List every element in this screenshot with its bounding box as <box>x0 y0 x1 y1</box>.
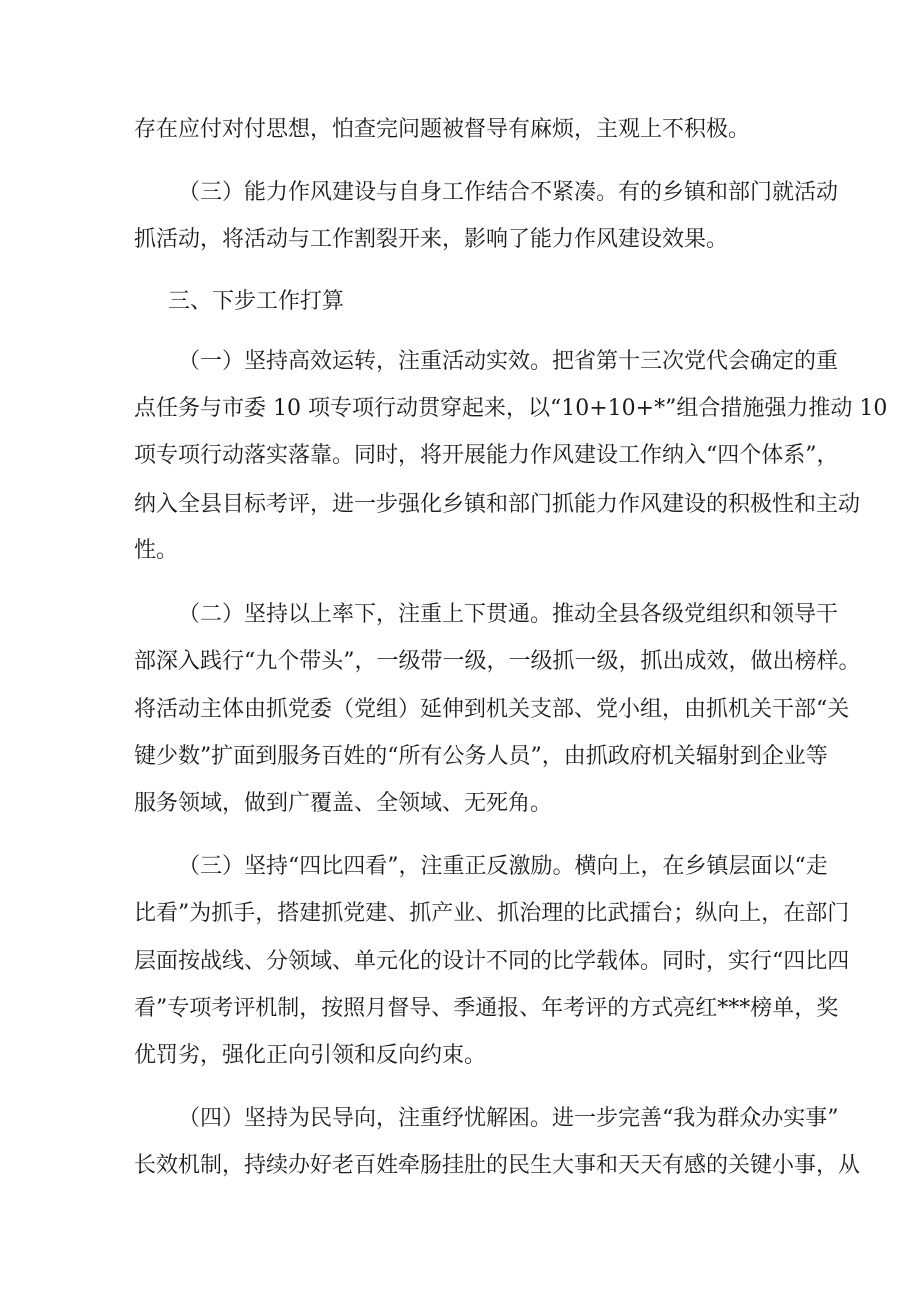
paragraph-line: 点任务与市委 10 项专项行动贯穿起来，以“10+10+*”组合措施强力推动 10 <box>134 396 888 421</box>
paragraph-line: （二）坚持以上率下，注重上下贯通。推动全县各级党组织和领导干 <box>178 602 839 627</box>
paragraph-line: （四）坚持为民导向，注重纾忧解困。进一步完善“我为群众办实事” <box>178 1106 839 1131</box>
paragraph-line: 看”专项考评机制，按照月督导、季通报、年考评的方式亮红***榜单，奖 <box>134 996 839 1021</box>
paragraph-line: 性。 <box>134 538 179 563</box>
paragraph-line: 纳入全县目标考评，进一步强化乡镇和部门抓能力作风建设的积极性和主动 <box>134 492 861 517</box>
paragraph-line: （三）坚持“四比四看”，注重正反激励。横向上，在乡镇层面以“走 <box>178 854 828 879</box>
paragraph-line: （一）坚持高效运转，注重活动实效。把省第十三次党代会确定的重 <box>178 349 839 374</box>
paragraph-line: 部深入践行“九个带头”，一级带一级，一级抓一级，抓出成效，做出榜样。 <box>134 649 861 674</box>
section-heading: 三、下步工作打算 <box>168 289 345 314</box>
paragraph-line: 存在应付对付思想，怕查完问题被督导有麻烦，主观上不积极。 <box>134 117 751 142</box>
paragraph-line: 长效机制，持续办好老百姓牵肠挂肚的民生大事和天天有感的关键小事，从 <box>134 1153 861 1178</box>
paragraph-line: 服务领域，做到广覆盖、全领域、无死角。 <box>134 791 553 816</box>
paragraph-line: 将活动主体由抓党委（党组）延伸到机关支部、党小组，由抓机关干部“关 <box>134 697 850 722</box>
paragraph-line: 优罚劣，强化正向引领和反向约束。 <box>134 1043 487 1068</box>
paragraph-line: 比看”为抓手，搭建抓党建、抓产业、抓治理的比武擂台；纵向上，在部门 <box>134 901 850 926</box>
paragraph-line: 项专项行动落实落靠。同时，将开展能力作风建设工作纳入“四个体系”， <box>134 443 839 468</box>
paragraph-line: 抓活动，将活动与工作割裂开来，影响了能力作风建设效果。 <box>134 227 729 252</box>
paragraph-line: 键少数”扩面到服务百姓的“所有公务人员”，由抓政府机关辐射到企业等 <box>134 744 828 769</box>
paragraph-line: 层面按战线、分领域、单元化的设计不同的比学载体。同时，实行“四比四 <box>134 949 850 974</box>
paragraph-line: （三）能力作风建设与自身工作结合不紧凑。有的乡镇和部门就活动 <box>178 180 839 205</box>
